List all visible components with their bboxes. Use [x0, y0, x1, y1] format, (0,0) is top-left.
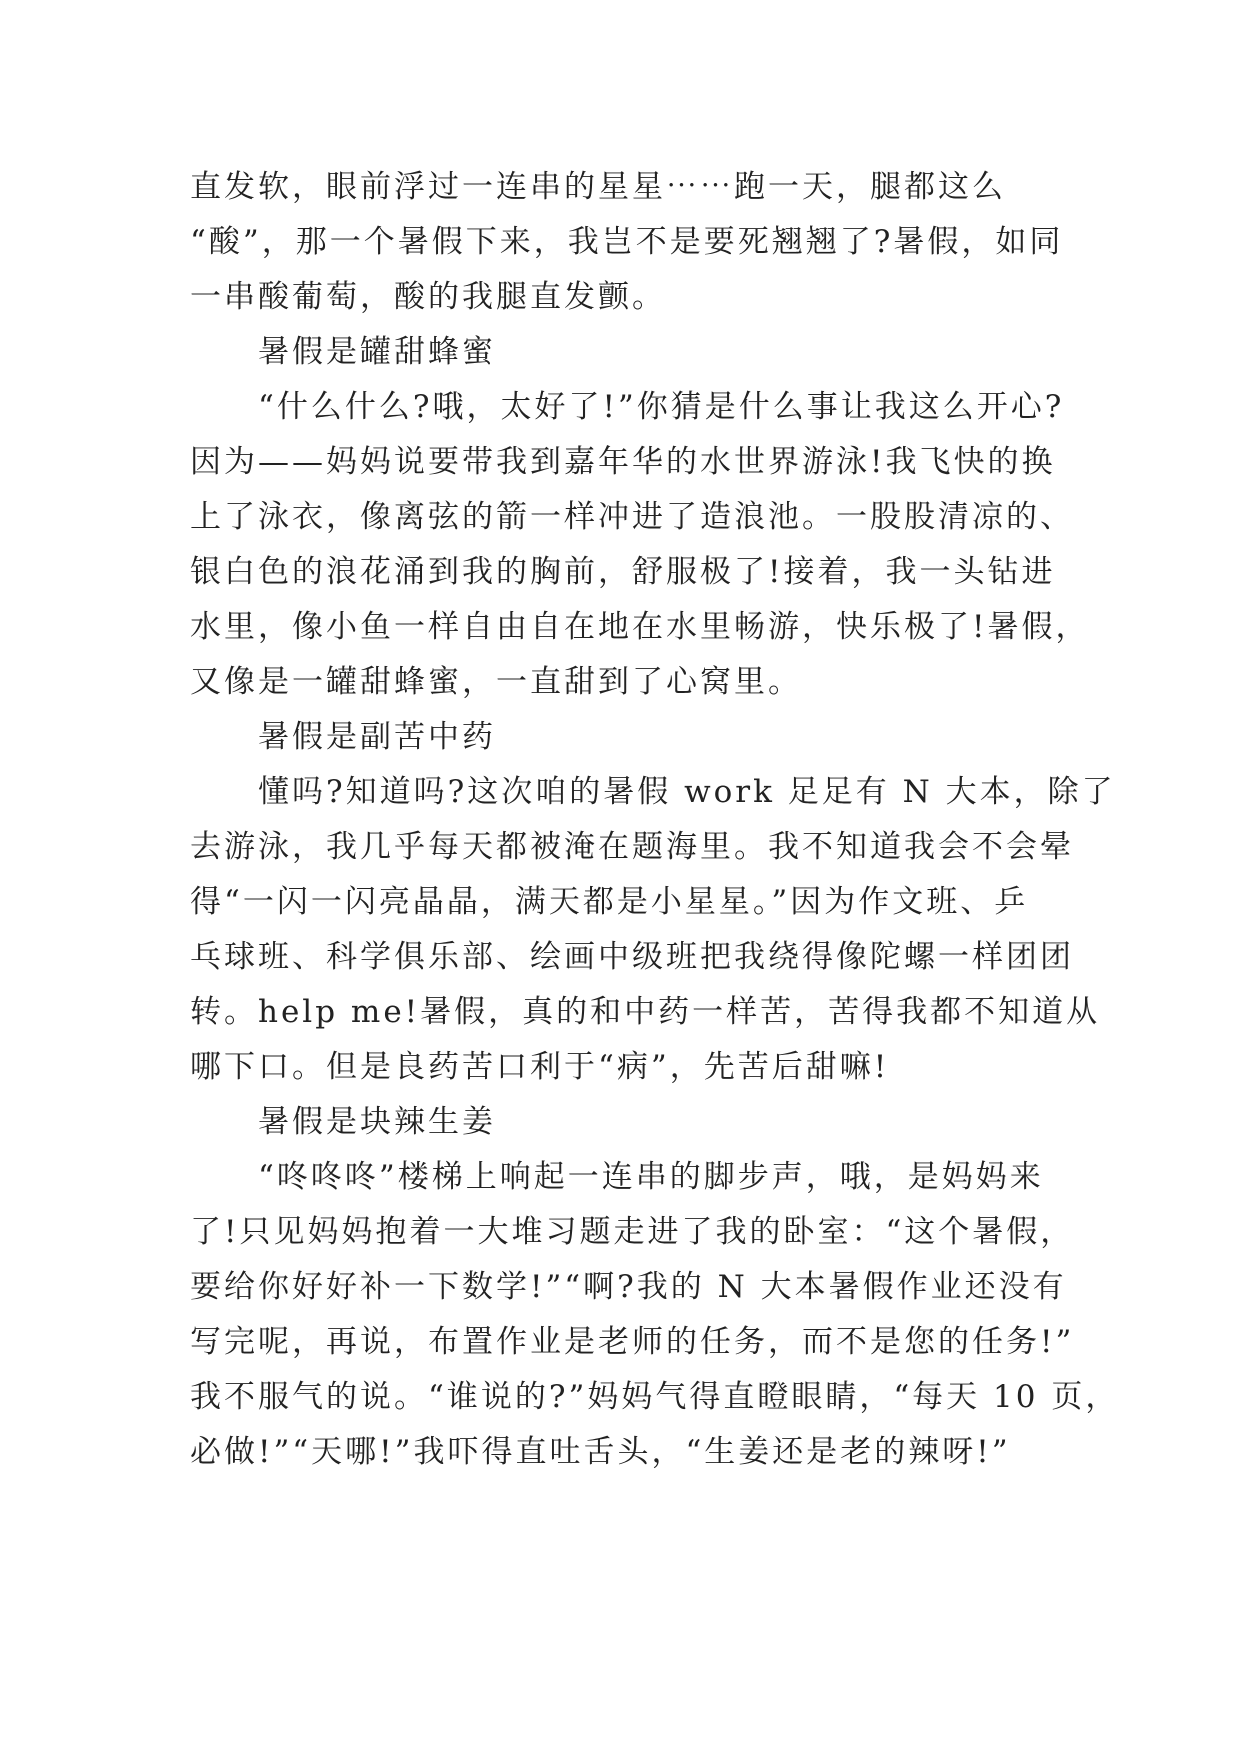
text-line: 去游泳，我几乎每天都被淹在题海里。我不知道我会不会晕 [190, 829, 1074, 865]
text-line: “酸”，那一个暑假下来，我岂不是要死翘翘了?暑假，如同 [190, 224, 1064, 260]
text-line: 转。help me!暑假，真的和中药一样苦，苦得我都不知道从 [190, 994, 1101, 1030]
text-line: 要给你好好补一下数学!”“啊?我的 N 大本暑假作业还没有 [190, 1269, 1067, 1305]
text-line: “什么什么?哦，太好了!”你猜是什么事让我这么开心? [190, 389, 1065, 425]
section-heading: 暑假是罐甜蜂蜜 [190, 334, 496, 370]
text-line: 了!只见妈妈抱着一大堆习题走进了我的卧室：“这个暑假， [190, 1214, 1075, 1250]
text-line: 懂吗?知道吗?这次咱的暑假 work 足足有 N 大本，除了 [190, 774, 1116, 810]
text-line: 我不服气的说。“谁说的?”妈妈气得直瞪眼睛，“每天 10 页， [190, 1379, 1120, 1415]
text-line: 一串酸葡萄，酸的我腿直发颤。 [190, 279, 666, 315]
text-line: 上了泳衣，像离弦的箭一样冲进了造浪池。一股股清凉的、 [190, 499, 1074, 535]
text-line: 水里，像小鱼一样自由自在地在水里畅游，快乐极了!暑假， [190, 609, 1090, 645]
section-heading: 暑假是块辣生姜 [190, 1104, 496, 1140]
section-heading: 暑假是副苦中药 [190, 719, 496, 755]
text-line: 银白色的浪花涌到我的胸前，舒服极了!接着，我一头钻进 [190, 554, 1056, 590]
text-line: 必做!”“天哪!”我吓得直吐舌头，“生姜还是老的辣呀!” [190, 1434, 1011, 1470]
text-line: 哪下口。但是良药苦口利于“病”，先苦后甜嘛! [190, 1049, 890, 1085]
text-line: “咚咚咚”楼梯上响起一连串的脚步声，哦，是妈妈来 [190, 1159, 1044, 1195]
text-line: 乓球班、科学俱乐部、绘画中级班把我绕得像陀螺一样团团 [190, 939, 1074, 975]
document-body [190, 160, 1120, 1480]
text-line: 写完呢，再说，布置作业是老师的任务，而不是您的任务!” [190, 1324, 1075, 1360]
text-line: 又像是一罐甜蜂蜜，一直甜到了心窝里。 [190, 664, 802, 700]
text-line: 直发软，眼前浮过一连串的星星⋯⋯跑一天，腿都这么 [190, 169, 1006, 205]
text-line: 因为——妈妈说要带我到嘉年华的水世界游泳!我飞快的换 [190, 444, 1056, 480]
text-line: 得“一闪一闪亮晶晶，满天都是小星星。”因为作文班、乒 [190, 884, 1029, 920]
